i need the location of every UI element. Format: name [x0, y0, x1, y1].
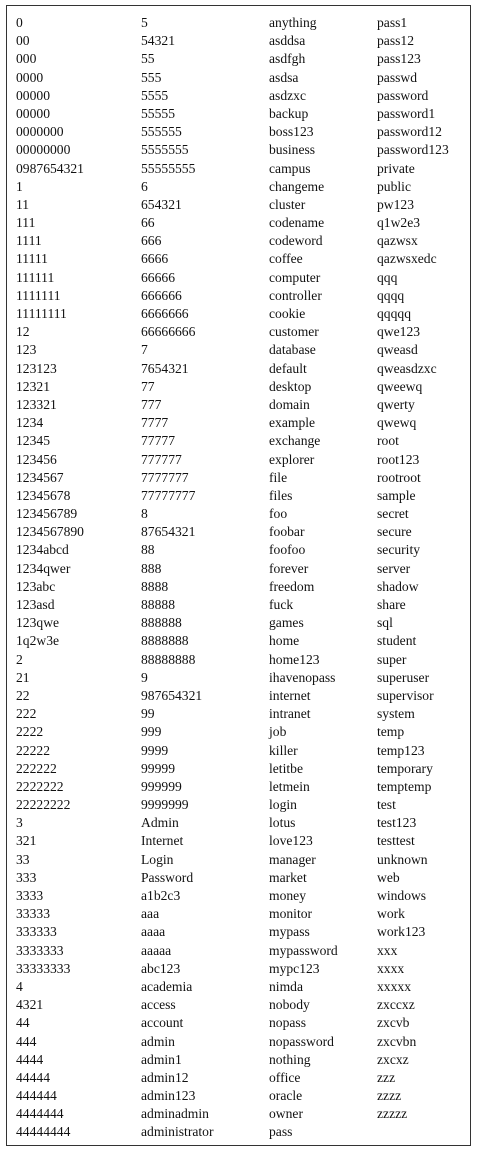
table-cell: passwd	[377, 69, 418, 85]
table-cell: 7777	[141, 415, 169, 431]
table-cell: cookie	[269, 306, 306, 321]
table-cell: rootroot	[377, 469, 421, 485]
table-cell: qqq	[377, 269, 398, 285]
table-cell: 33	[16, 851, 30, 867]
table-cell: qwerty	[377, 396, 415, 412]
table-cell: 777	[141, 396, 162, 412]
table-cell: boss123	[269, 124, 314, 140]
table-cell: 88	[141, 542, 155, 558]
table-cell: 7	[141, 342, 148, 358]
table-cell: asdsa	[269, 69, 299, 85]
table-cell: money	[269, 888, 306, 903]
table-cell: 99999	[141, 760, 175, 776]
table-cell: Internet	[141, 833, 184, 849]
table-cell: unknown	[377, 851, 428, 867]
table-cell: 2	[16, 651, 23, 667]
table-cell: 1234abcd	[16, 542, 69, 558]
table-cell: nopassword	[269, 1033, 334, 1049]
table-cell: nobody	[269, 997, 310, 1013]
table-cell: controller	[269, 287, 322, 303]
table-cell: 2222	[16, 724, 44, 740]
table-cell: 12	[16, 324, 30, 340]
table-cell: 1234	[16, 415, 44, 431]
table-cell: superuser	[377, 669, 430, 685]
table-cell: 123123	[16, 360, 57, 376]
table-cell: anything	[269, 15, 317, 30]
table-cell: 44444	[16, 1069, 50, 1085]
table-cell: Password	[141, 869, 194, 885]
table-cell: temp123	[377, 742, 425, 758]
table-cell: 123	[16, 342, 37, 358]
table-cell: 1111111	[16, 287, 61, 303]
table-cell: 66	[141, 215, 155, 231]
table-cell: domain	[269, 396, 310, 412]
table-cell: 1234567890	[16, 524, 84, 540]
table-cell: 9999	[141, 742, 169, 758]
table-cell: 77777	[141, 433, 175, 449]
table-cell: 6666	[141, 251, 169, 267]
table-cell: fuck	[269, 597, 294, 612]
table-cell: 22222	[16, 742, 50, 758]
table-cell: 3333333	[16, 942, 64, 958]
table-cell: qwewq	[377, 415, 417, 431]
table-cell: codename	[269, 215, 325, 231]
table-cell: exchange	[269, 433, 321, 449]
table-cell: 22222222	[16, 797, 71, 813]
table-cell: oracle	[269, 1088, 303, 1104]
table-cell: coffee	[269, 251, 303, 267]
table-cell: xxxxx	[377, 978, 411, 994]
table-cell: student	[377, 633, 417, 649]
table-cell: super	[377, 651, 407, 667]
table-cell: zzz	[377, 1069, 396, 1085]
table-cell: default	[269, 360, 307, 376]
table-cell: 987654321	[141, 687, 203, 703]
table-cell: 9	[141, 669, 148, 685]
table-cell: 88888888	[141, 651, 196, 667]
table-cell: foobar	[269, 524, 305, 540]
table-cell: 55555	[141, 105, 175, 121]
table-cell: 5	[141, 15, 148, 30]
table-cell: 99	[141, 706, 155, 722]
table-cell: 666	[141, 233, 162, 249]
table-cell: mypass	[269, 924, 310, 940]
table-cell: killer	[269, 742, 298, 758]
table-cell: 77777777	[141, 487, 196, 503]
table-cell: root123	[377, 451, 420, 467]
table-cell: lotus	[269, 815, 296, 831]
table-cell: campus	[269, 160, 311, 176]
table-cell: pass12	[377, 33, 415, 49]
table-cell: 1q2w3e	[16, 633, 60, 649]
table-cell: 66666666	[141, 324, 196, 340]
table-cell: system	[377, 706, 415, 722]
table-cell: 12345	[16, 433, 50, 449]
table-cell: aaaa	[141, 924, 166, 940]
table-cell: 6666666	[141, 306, 189, 321]
table-cell: 44444444	[16, 1124, 71, 1140]
table-cell: zxcxz	[377, 1051, 409, 1067]
table-cell: 999	[141, 724, 162, 740]
table-cell: 1234qwer	[16, 560, 71, 576]
table-cell: office	[269, 1069, 301, 1085]
table-cell: 321	[16, 833, 37, 849]
table-cell: 11111	[16, 251, 48, 267]
table-cell: 5555555	[141, 142, 189, 158]
table-cell: zxccxz	[377, 997, 415, 1013]
table-cell: home	[269, 633, 300, 649]
table-cell: 88888	[141, 597, 175, 612]
table-cell: 33333	[16, 906, 50, 922]
table-cell: abc123	[141, 960, 181, 976]
table-cell: 111111	[16, 269, 55, 285]
table-cell: love123	[269, 833, 313, 849]
table-cell: foo	[269, 506, 288, 522]
table-cell: 4444444	[16, 1106, 64, 1122]
table-cell: asdzxc	[269, 87, 306, 103]
table-cell: test	[377, 797, 396, 813]
table-cell: games	[269, 615, 304, 631]
table-cell: 6	[141, 178, 148, 194]
table-cell: database	[269, 342, 316, 358]
table-cell: aaa	[141, 906, 160, 922]
table-cell: job	[269, 724, 287, 740]
table-cell: mypc123	[269, 960, 320, 976]
table-cell: 12321	[16, 378, 50, 394]
table-cell: 3	[16, 815, 23, 831]
table-cell: mypassword	[269, 942, 338, 958]
table-column	[269, 14, 338, 1142]
table-cell: temporary	[377, 760, 433, 776]
table-cell: 4321	[16, 997, 44, 1013]
table-cell: secret	[377, 506, 409, 522]
table-cell: 7777777	[141, 469, 189, 485]
table-cell: 2222222	[16, 778, 64, 794]
table-cell: 222	[16, 706, 37, 722]
table-cell: zxcvbn	[377, 1033, 417, 1049]
table-cell: 123asd	[16, 597, 55, 612]
table-cell: 00	[16, 33, 30, 49]
table-cell: supervisor	[377, 687, 434, 703]
table-cell: intranet	[269, 706, 311, 722]
table-cell: administrator	[141, 1124, 214, 1140]
table-cell: private	[377, 160, 415, 176]
table-cell: nopass	[269, 1015, 307, 1031]
table-cell: 000	[16, 51, 37, 67]
table-column	[377, 14, 449, 1123]
table-cell: windows	[377, 888, 427, 903]
table-cell: 54321	[141, 33, 175, 49]
table-cell: qwe123	[377, 324, 421, 340]
table-cell: 21	[16, 669, 30, 685]
table-cell: home123	[269, 651, 320, 667]
table-cell: pass	[269, 1124, 293, 1140]
table-cell: 7654321	[141, 360, 189, 376]
table-cell: password12	[377, 124, 442, 140]
table-cell: 999999	[141, 778, 182, 794]
table-cell: 555	[141, 69, 162, 85]
table-cell: admin12	[141, 1069, 189, 1085]
table-cell: zxcvb	[377, 1015, 410, 1031]
table-cell: 444444	[16, 1088, 57, 1104]
table-cell: computer	[269, 269, 321, 285]
table-cell: account	[141, 1015, 184, 1031]
table-cell: 66666	[141, 269, 175, 285]
table-cell: letitbe	[269, 760, 303, 776]
table-cell: work	[377, 906, 405, 922]
table-cell: qweasdzxc	[377, 360, 437, 376]
table-cell: 00000000	[16, 142, 71, 158]
table-cell: asdfgh	[269, 51, 306, 67]
table-cell: 888	[141, 560, 162, 576]
table-cell: example	[269, 415, 316, 431]
table-cell: admin	[141, 1033, 175, 1049]
table-cell: pass1	[377, 15, 408, 30]
table-cell: 00000	[16, 105, 50, 121]
table-cell: temp	[377, 724, 405, 740]
table-cell: 1234567	[16, 469, 64, 485]
table-cell: root	[377, 433, 399, 449]
table-cell: qqqq	[377, 287, 405, 303]
table-cell: 4	[16, 978, 23, 994]
table-cell: desktop	[269, 378, 312, 394]
table-cell: sample	[377, 487, 416, 503]
table-cell: temptemp	[377, 778, 432, 794]
table-cell: 11	[16, 196, 30, 212]
table-cell: pw123	[377, 196, 415, 212]
table-cell: qazwsx	[377, 233, 418, 249]
table-cell: zzzz	[377, 1088, 402, 1104]
table-cell: 3333	[16, 888, 44, 903]
table-cell: 12345678	[16, 487, 71, 503]
table-cell: monitor	[269, 906, 313, 922]
table-cell: Login	[141, 851, 174, 867]
table-cell: cluster	[269, 196, 306, 212]
table-cell: 555555	[141, 124, 182, 140]
table-cell: 123321	[16, 396, 57, 412]
table-cell: 777777	[141, 451, 182, 467]
table-cell: customer	[269, 324, 319, 340]
table-cell: adminadmin	[141, 1106, 209, 1122]
table-cell: manager	[269, 851, 316, 867]
table-cell: a1b2c3	[141, 888, 181, 903]
table-cell: qazwsxedc	[377, 251, 437, 267]
table-cell: test123	[377, 815, 417, 831]
table-cell: explorer	[269, 451, 315, 467]
table-cell: 111	[16, 215, 36, 231]
table-cell: pass123	[377, 51, 421, 67]
table-cell: 55555555	[141, 160, 196, 176]
table-cell: 22	[16, 687, 30, 703]
table-cell: 333	[16, 869, 37, 885]
table-cell: login	[269, 797, 297, 813]
table-cell: foofoo	[269, 542, 306, 558]
table-cell: work123	[377, 924, 426, 940]
table-cell: 0	[16, 15, 23, 30]
table-cell: market	[269, 869, 307, 885]
table-cell: 8888888	[141, 633, 189, 649]
password-table	[6, 5, 471, 1146]
table-cell: internet	[269, 687, 311, 703]
table-cell: admin1	[141, 1051, 182, 1067]
table-cell: qqqqq	[377, 306, 411, 321]
table-cell: 222222	[16, 760, 57, 776]
table-cell: qweewq	[377, 378, 423, 394]
table-cell: web	[377, 869, 400, 885]
table-cell: 123qwe	[16, 615, 60, 631]
table-cell: password1	[377, 105, 436, 121]
table-cell: zzzzz	[377, 1106, 408, 1122]
table-cell: 123456	[16, 451, 57, 467]
table-cell: 77	[141, 378, 155, 394]
table-cell: nimda	[269, 978, 303, 994]
table-cell: 00000	[16, 87, 50, 103]
table-cell: nothing	[269, 1051, 311, 1067]
table-cell: password123	[377, 142, 449, 158]
table-cell: ihavenopass	[269, 669, 336, 685]
table-cell: changeme	[269, 178, 325, 194]
table-cell: file	[269, 469, 288, 485]
table-cell: 1111	[16, 233, 42, 249]
table-cell: xxx	[377, 942, 398, 958]
table-cell: 0000	[16, 69, 44, 85]
table-cell: 1	[16, 178, 23, 194]
table-cell: sql	[377, 615, 393, 631]
table-cell: password	[377, 87, 429, 103]
table-cell: forever	[269, 560, 309, 576]
table-cell: 55	[141, 51, 155, 67]
table-cell: 123abc	[16, 578, 56, 594]
table-column	[16, 14, 84, 1142]
table-cell: 654321	[141, 196, 182, 212]
table-cell: academia	[141, 978, 193, 994]
table-cell: server	[377, 560, 411, 576]
table-cell: access	[141, 997, 176, 1013]
table-cell: 4444	[16, 1051, 44, 1067]
table-cell: 0987654321	[16, 160, 84, 176]
table-cell: 33333333	[16, 960, 71, 976]
table-cell: 123456789	[16, 506, 78, 522]
table-cell: 8888	[141, 578, 169, 594]
table-cell: codeword	[269, 233, 323, 249]
table-cell: 44	[16, 1015, 30, 1031]
table-cell: 8	[141, 506, 148, 522]
table-cell: 666666	[141, 287, 182, 303]
table-cell: 11111111	[16, 306, 67, 321]
table-cell: backup	[269, 105, 309, 121]
table-cell: qweasd	[377, 342, 418, 358]
table-cell: freedom	[269, 578, 315, 594]
table-cell: letmein	[269, 778, 310, 794]
table-cell: 9999999	[141, 797, 189, 813]
table-cell: admin123	[141, 1088, 196, 1104]
table-cell: share	[377, 597, 406, 612]
table-cell: asddsa	[269, 33, 306, 49]
table-cell: testtest	[377, 833, 415, 849]
table-cell: 5555	[141, 87, 169, 103]
table-column	[141, 14, 213, 1142]
table-cell: public	[377, 178, 411, 194]
table-cell: 888888	[141, 615, 182, 631]
table-cell: 444	[16, 1033, 37, 1049]
table-cell: business	[269, 142, 316, 158]
table-cell: 0000000	[16, 124, 64, 140]
table-cell: 333333	[16, 924, 57, 940]
table-cell: q1w2e3	[377, 215, 421, 231]
table-cell: shadow	[377, 578, 419, 594]
table-cell: files	[269, 487, 293, 503]
table-cell: owner	[269, 1106, 303, 1122]
table-cell: xxxx	[377, 960, 405, 976]
table-cell: 87654321	[141, 524, 196, 540]
table-cell: Admin	[141, 815, 179, 831]
table-cell: security	[377, 542, 421, 558]
table-cell: secure	[377, 524, 412, 540]
table-cell: aaaaa	[141, 942, 172, 958]
